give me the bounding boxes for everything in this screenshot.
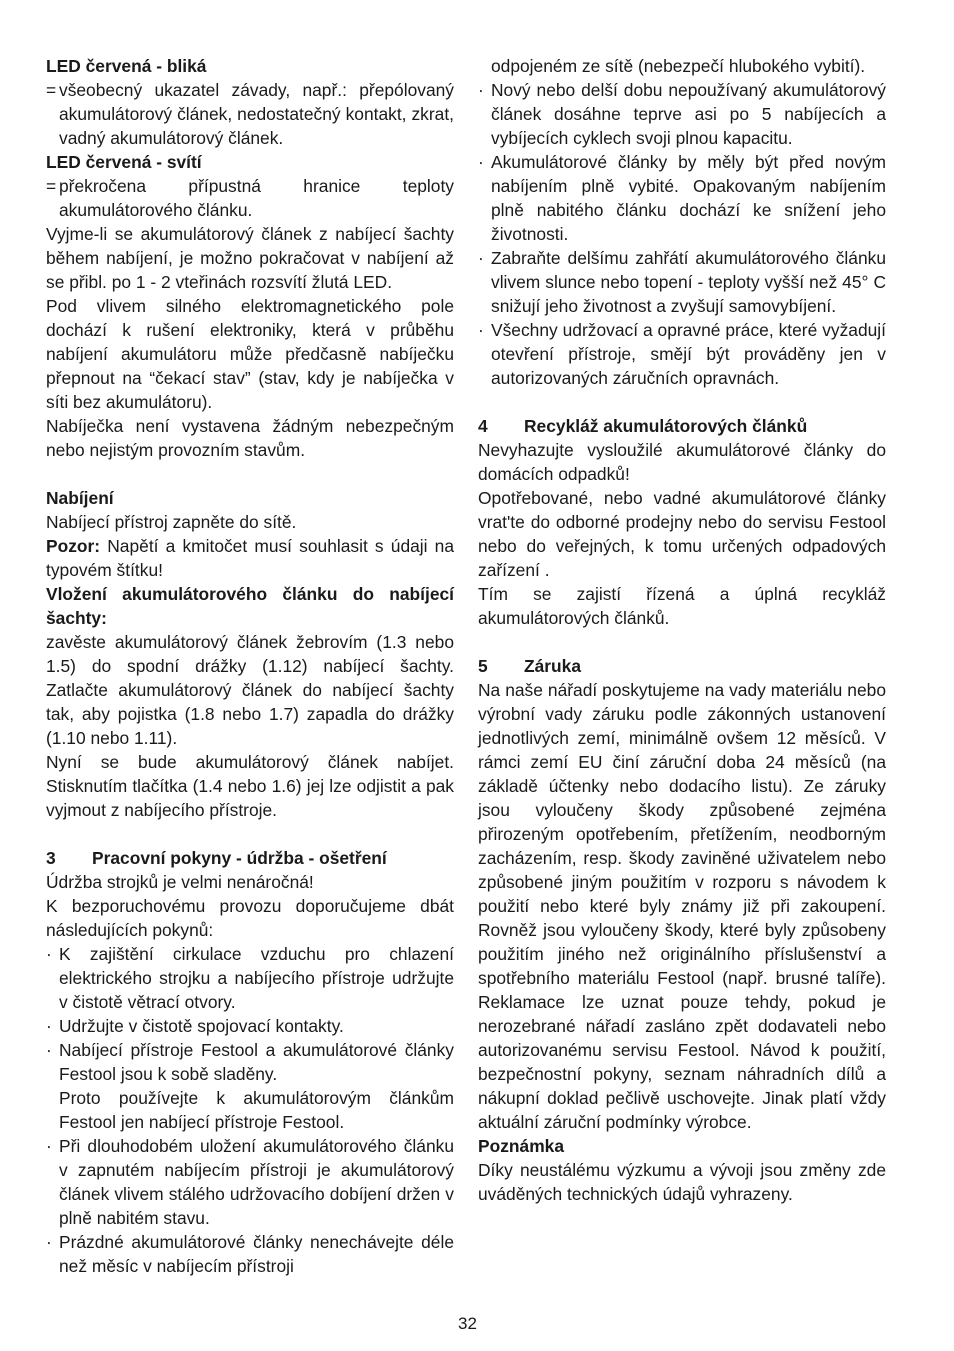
list-item <box>46 1014 454 1038</box>
paragraph: K bezporuchovému provozu doporučujeme dbát následujících pokynů: <box>46 896 454 940</box>
list-item-text: Všechny udržovací a opravné práce, které vyžadují otevření přístroje, smějí být prováděny jen v autorizovaných záručních opravnách. <box>491 320 886 388</box>
definition-led-red-steady <box>46 174 454 222</box>
paragraph: Pod vlivem silného elektromagnetického pole dochází k rušení elektroniky, která v průběhu nabíjení akumulátoru může předčasně nabíječku přepnout na “čekací stav” (stav, kdy je nabíječka v síti bez akumulátoru). <box>46 296 454 412</box>
paragraph: Nyní se bude akumulátorový článek nabíjet. Stisknutím tlačítka (1.4 nebo 1.6) jej lze odjistit a pak vyjmout z nabíjecího přístroje. <box>46 752 454 820</box>
paragraph: zavěste akumulátorový článek žebrovím (1.3 nebo 1.5) do spodní drážky (1.12) nabíjecí šachty. Zatlačte akumulátorový článek do nabíjecí šachty tak, aby pojistka (1.8 nebo 1.7) zapadla do drážky (1.10 nebo 1.11). <box>46 632 454 748</box>
heading-note: Poznámka <box>478 1136 565 1156</box>
page-number: 32 <box>458 1314 477 1333</box>
list-item-text: Prázdné akumulátorové články nenechávejte déle než měsíc v nabíjecím přístroji <box>59 1232 454 1276</box>
list-item <box>478 150 886 246</box>
paragraph: Tím se zajistí řízená a úplná recykláž akumulátorových článků. <box>478 584 886 628</box>
heading-charging: Nabíjení <box>46 488 114 508</box>
list-item-text: Nový nebo delší dobu nepoužívaný akumulátorový článek dosáhne teprve asi po 5 nabíjecích a vybíjecích cyklech svoji plnou kapacitu. <box>491 80 886 148</box>
paragraph: Vyjme-li se akumulátorový článek z nabíjecí šachty během nabíjení, je možno pokračovat v nabíjení až se přibl. po 1 - 2 vteřinách rozsvítí žlutá LED. <box>46 224 454 292</box>
paragraph: Na naše nářadí poskytujeme na vady materiálu nebo výrobní vady záruku podle zákonných ustanovení jednotlivých zemí, minimálně ovšem 12 měsíců. V rámci zemí EU činí záruční doba 24 měsíců (na základě účtenky nebo dodacího listu). Ze záruky jsou vyloučeny škody způsobené zejména přirozeným opotřebením, přetížením, neodborným zacházením, resp. škody zaviněné uživatelem nebo způsobené jiným použitím v rozporu s návodem k použití nebo které byly známy již při zakoupení. Rovněž jsou vyloučeny škody, které byly způsobeny použitím jiného než originálního příslušenství a spotřebního materiálu Festool (např. brusné talíře). Reklamace lze uznat pouze tehdy, pokud je nerozebrané nářadí zasláno zpět dodavateli nebo autorizovanému servisu Festool. Návod k použití, bezpečnostní pokyny, seznam náhradních dílů a nákupní doklad pečlivě uschovejte. Jinak platí vždy aktuální záruční podmínky výrobce. <box>478 680 886 1132</box>
list-item-text: Při dlouhodobém uložení akumulátorového článku v zapnutém nabíjecím přístroji je akumulátorový článek vlivem stálého udržovacího dobíjení držen v plně nabitém stavu. <box>59 1136 454 1228</box>
section-number: 5 <box>478 656 488 676</box>
equals-marker: = <box>46 80 57 100</box>
list-item-continuation: odpojeném ze sítě (nebezpečí hlubokého vybití). <box>491 56 866 76</box>
left-column <box>46 54 454 1278</box>
heading-insert-battery: Vložení akumulátorového článku do nabíjecí šachty: <box>46 584 454 628</box>
list-item <box>46 1038 454 1086</box>
section-heading-3 <box>46 846 454 870</box>
warning-text: Napětí a kmitočet musí souhlasit s údaji na typovém štítku! <box>46 536 454 580</box>
list-item <box>478 318 886 390</box>
bullet-marker: · <box>46 1136 52 1156</box>
warning-label: Pozor: <box>46 536 101 556</box>
paragraph: Díky neustálému výzkumu a vývoji jsou změny zde uváděných technických údajů vyhrazeny. <box>478 1160 886 1204</box>
bullet-marker: · <box>478 320 484 340</box>
definition-text: všeobecný ukazatel závady, např.: přepólovaný akumulátorový článek, nedostatečný kontakt, zkrat, vadný akumulátorový článek. <box>59 80 454 148</box>
list-item <box>46 1230 454 1278</box>
list-item <box>478 78 886 150</box>
paragraph: Údržba strojků je velmi nenáročná! <box>46 872 314 892</box>
list-item-text: K zajištění cirkulace vzduchu pro chlazení elektrického strojku a nabíjecího přístroje udržujte v čistotě větrací otvory. <box>59 944 454 1012</box>
list-item-text: Zabraňte delšímu zahřátí akumulátorového článku vlivem slunce nebo topení - teploty vyšší než 45° C snižují jeho životnost a zvyšují samovybíjení. <box>491 248 886 316</box>
bullet-marker: · <box>478 80 484 100</box>
paragraph: Nabíjecí přístroj zapněte do sítě. <box>46 512 297 532</box>
section-title: Recykláž akumulátorových článků <box>524 416 808 436</box>
list-item-continuation: Proto používejte k akumulátorovým článkům Festool jen nabíjecí přístroje Festool. <box>59 1088 454 1132</box>
list-item <box>46 942 454 1014</box>
bullet-marker: · <box>478 152 484 172</box>
list-item-text: Udržujte v čistotě spojovací kontakty. <box>59 1016 344 1036</box>
paragraph: Nevyhazujte vysloužilé akumulátorové články do domácích odpadků! <box>478 440 886 484</box>
section-number: 4 <box>478 416 488 436</box>
bullet-marker: · <box>46 1040 52 1060</box>
definition-text: překročena přípustná hranice teploty akumulátorového článku. <box>59 176 454 220</box>
section-heading-5 <box>478 654 886 678</box>
definition-led-red-blinking <box>46 78 454 150</box>
section-title: Záruka <box>524 656 582 676</box>
bullet-marker: · <box>478 248 484 268</box>
list-item <box>478 246 886 318</box>
right-column <box>478 54 886 1206</box>
heading-led-red-steady: LED červená - svítí <box>46 152 202 172</box>
section-number: 3 <box>46 848 56 868</box>
section-title: Pracovní pokyny - údržba - ošetření <box>92 848 387 868</box>
bullet-marker: · <box>46 1016 52 1036</box>
equals-marker: = <box>46 176 57 196</box>
bullet-marker: · <box>46 1232 52 1252</box>
paragraph: Nabíječka není vystavena žádným nebezpečným nebo nejistým provozním stavům. <box>46 416 454 460</box>
list-item-text: Nabíjecí přístroje Festool a akumulátorové články Festool jsou k sobě sladěny. <box>59 1040 454 1084</box>
list-item <box>46 1134 454 1230</box>
heading-led-red-blinking: LED červená - bliká <box>46 56 207 76</box>
bullet-marker: · <box>46 944 52 964</box>
list-item-text: Akumulátorové články by měly být před novým nabíjením plně vybité. Opakovaným nabíjením plně nabitého článku dochází ke snížení jeho životnosti. <box>491 152 886 244</box>
paragraph: Opotřebované, nebo vadné akumulátorové články vrat'te do odborné prodejny nebo do servisu Festool nebo do veřejných, k tomu určených odpadových zařízení . <box>478 488 886 580</box>
warning-paragraph <box>46 534 454 582</box>
section-heading-4 <box>478 414 886 438</box>
